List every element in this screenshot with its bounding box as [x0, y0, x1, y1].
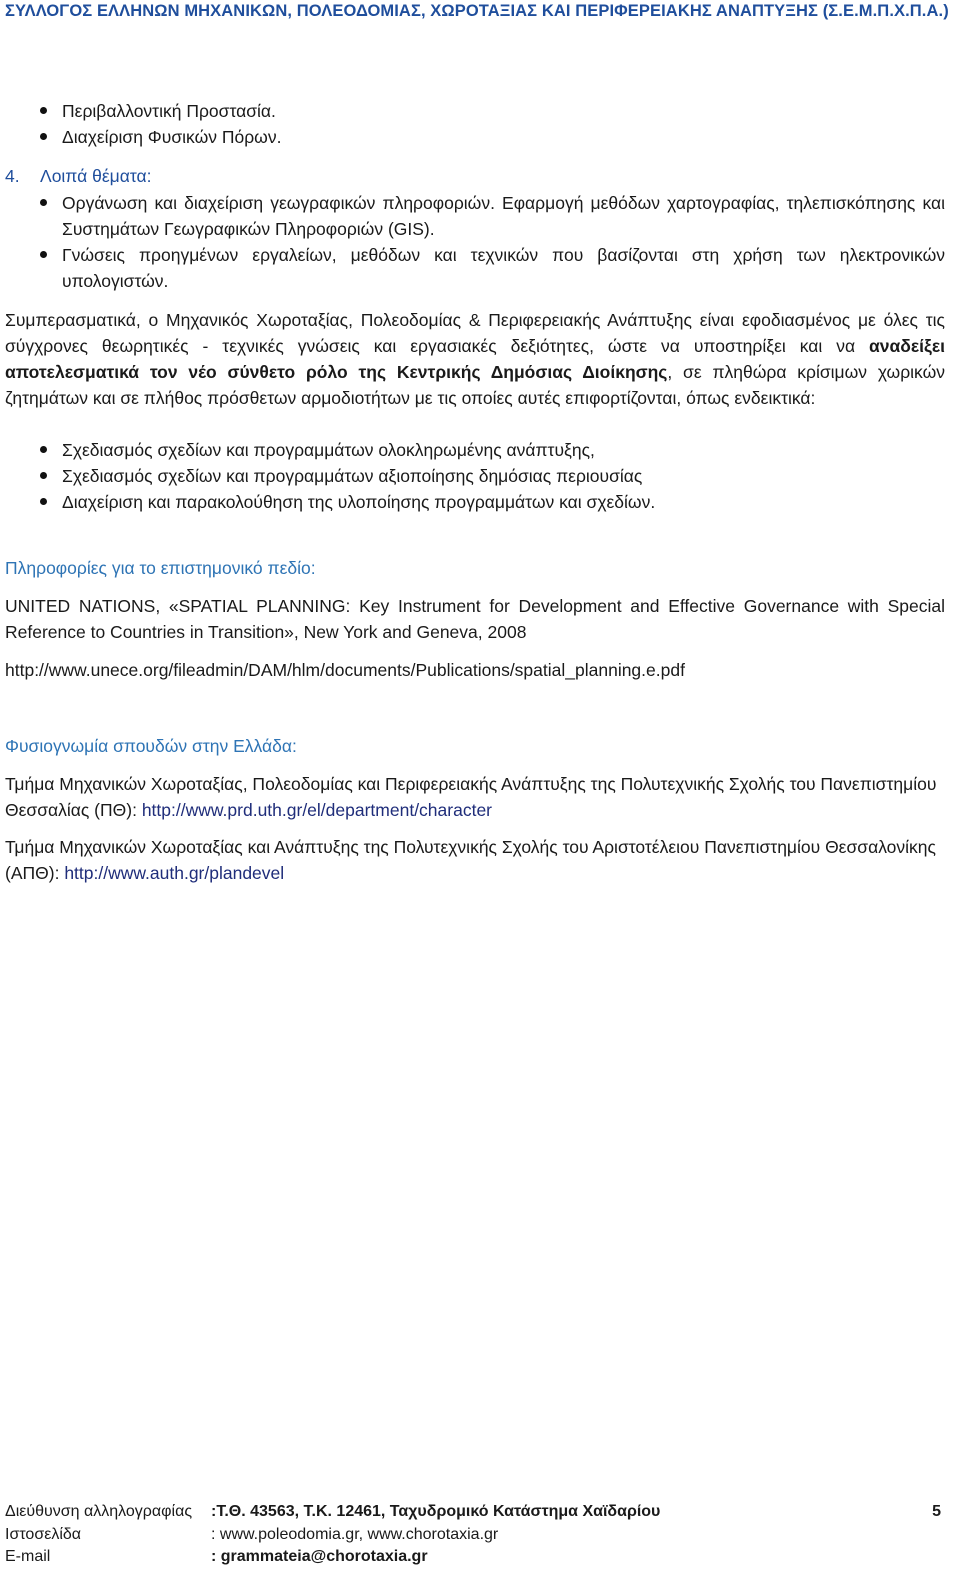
- list-item: Διαχείριση Φυσικών Πόρων.: [5, 124, 945, 150]
- conclusion-bullet-list: [5, 437, 945, 515]
- physiognomy-entry-2: [5, 834, 945, 886]
- department-link[interactable]: http://www.auth.gr/plandevel: [64, 863, 285, 883]
- section-title: Λοιπά θέματα:: [40, 166, 152, 186]
- conclusion-text-start: Συμπερασματικά, ο Μηχανικός Χωροταξίας, Πολεοδομίας & Περιφερειακής Ανάπτυξης είναι εφοδιασμένος με όλες τις σύγχρονες θεωρητικές - τεχνικές γνώσεις και εργασιακές δεξιότητες, ώστε να υποστηρίξει και να: [5, 310, 945, 356]
- entry-text: Τμήμα Μηχανικών Χωροταξίας, Πολεοδομίας και Περιφερειακής Ανάπτυξης της Πολυτεχνικής Σχολής του Πανεπιστημίου Θεσσαλίας (ΠΘ):: [5, 774, 937, 820]
- footer-website-label: Ιστοσελίδα: [5, 1525, 82, 1543]
- conclusion-bold-text: αναδείξει αποτελεσματικά τον νέο σύνθετο ρόλο της Κεντρικής Δημόσιας Διοίκησης: [5, 336, 945, 382]
- page-footer: [5, 1501, 945, 1569]
- info-heading: Πληροφορίες για το επιστημονικό πεδίο:: [5, 558, 316, 578]
- conclusion-text-end: , σε πληθώρα κρίσιμων χωρικών ζητημάτων και σε πλήθος πρόσθετων αρμοδιοτήτων με τις οποίες αυτές επιφορτίζονται, όπως ενδεικτικά:: [5, 362, 945, 408]
- footer-address-value: :Τ.Θ. 43563, Τ.Κ. 12461, Ταχυδρομικό Κατάστημα Χαϊδαρίου: [211, 1503, 661, 1520]
- footer-email-row: [5, 1546, 945, 1569]
- footer-address-row: [5, 1501, 945, 1524]
- footer-email-value[interactable]: : grammateia@chorotaxia.gr: [211, 1548, 428, 1565]
- conclusion-paragraph: [5, 307, 945, 411]
- physiognomy-heading: Φυσιογνωμία σπουδών στην Ελλάδα:: [5, 736, 297, 756]
- section-4-heading: [5, 163, 945, 189]
- list-item: Σχεδιασμός σχεδίων και προγραμμάτων αξιοποίησης δημόσιας περιουσίας: [5, 463, 945, 489]
- footer-website-value[interactable]: : www.poleodomia.gr, www.chorotaxia.gr: [211, 1525, 499, 1543]
- footer-address-label: Διεύθυνση αλληλογραφίας: [5, 1503, 193, 1520]
- top-bullet-list: [5, 98, 945, 150]
- footer-website-row: [5, 1524, 945, 1547]
- section-4-bullet-list: [5, 190, 945, 294]
- info-url[interactable]: http://www.unece.org/fileadmin/DAM/hlm/documents/Publications/spatial_planning.e.pdf: [5, 660, 685, 680]
- list-item: Περιβαλλοντική Προστασία.: [5, 98, 945, 124]
- list-item: Γνώσεις προηγμένων εργαλείων, μεθόδων και τεχνικών που βασίζονται στη χρήση των ηλεκτρονικών υπολογιστών.: [5, 242, 945, 294]
- department-link[interactable]: http://www.prd.uth.gr/el/department/character: [141, 800, 492, 820]
- info-reference: UNITED NATIONS, «SPATIAL PLANNING: Key Instrument for Development and Effective Governance with Special Reference to Countries in Transition», New York and Geneva, 2008: [5, 596, 945, 642]
- list-item: Σχεδιασμός σχεδίων και προγραμμάτων ολοκληρωμένης ανάπτυξης,: [5, 437, 945, 463]
- page-number: 5: [932, 1503, 941, 1520]
- physiognomy-entry-1: [5, 771, 945, 823]
- entry-text: Τμήμα Μηχανικών Χωροταξίας και Ανάπτυξης της Πολυτεχνικής Σχολής του Αριστοτέλειου Πανεπιστημίου Θεσσαλονίκης (ΑΠΘ):: [5, 837, 936, 883]
- section-number: 4.: [5, 166, 20, 186]
- list-item: Διαχείριση και παρακολούθηση της υλοποίησης προγραμμάτων και σχεδίων.: [5, 489, 945, 515]
- list-item: Οργάνωση και διαχείριση γεωγραφικών πληροφοριών. Εφαρμογή μεθόδων χαρτογραφίας, τηλεπισκόπησης και Συστημάτων Γεωγραφικών Πληροφοριών (GIS).: [5, 190, 945, 242]
- footer-email-label: E-mail: [5, 1548, 51, 1565]
- page-header-title: ΣΥΛΛΟΓΟΣ ΕΛΛΗΝΩΝ ΜΗΧΑΝΙΚΩΝ, ΠΟΛΕΟΔΟΜΙΑΣ, ΧΩΡΟΤΑΞΙΑΣ ΚΑΙ ΠΕΡΙΦΕΡΕΙΑΚΗΣ ΑΝΑΠΤΥΞΗΣ (Σ.Ε.Μ.Π.Χ.Π.Α.): [5, 2, 949, 20]
